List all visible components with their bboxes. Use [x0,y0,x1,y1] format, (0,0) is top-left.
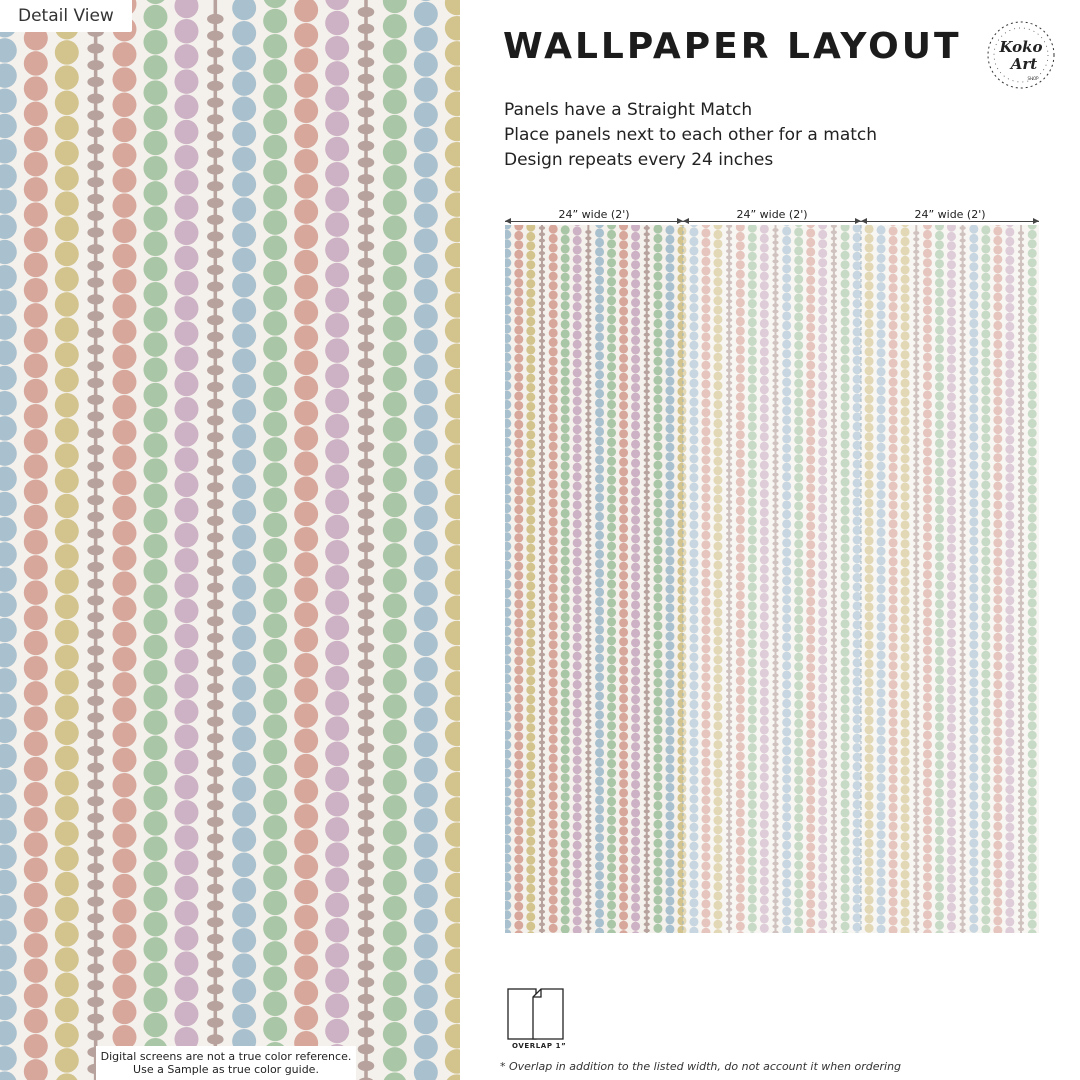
arrow-right-icon [1033,218,1039,224]
detail-stripe [24,0,48,1080]
brand-logo [984,18,1058,92]
wallpaper-layout-preview [505,225,1039,933]
panel-2-dimension [683,208,861,226]
detail-stripe [143,0,167,1080]
svg-text:SHOP: SHOP [1027,76,1039,81]
detail-stripe [174,0,198,1080]
note-place-panels: Place panels next to each other for a match [504,125,878,145]
panel-dimensions [505,208,1039,226]
layout-stripe [665,225,674,933]
layout-stripe [653,225,662,933]
svg-text:Koko: Koko [999,38,1043,56]
panel-3-dimension [861,208,1039,226]
page-title: WALLPAPER LAYOUT [503,26,962,67]
logo-wreath-icon [984,18,1058,92]
detail-stripe [112,0,136,1080]
overlap-footnote: * Overlap in addition to the listed width, do not account it when ordering [500,1060,902,1073]
detail-view-panel [0,0,460,1080]
wallpaper-pattern-layout [505,225,1039,933]
detail-stripe [414,0,438,1080]
arrow-left-icon [683,218,689,224]
installation-notes [504,98,877,173]
dimension-line [861,221,1039,222]
layout-stripe [549,225,558,933]
panel-1-dimension [505,208,683,226]
panel-2-width-label: 24” wide (2') [732,208,811,221]
note-repeat: Design repeats every 24 inches [504,150,774,170]
disclaimer-line-2: Use a Sample as true color guide. [133,1063,319,1076]
overlap-icon [507,988,565,1040]
overlap-label: OVERLAP 1” [512,1042,567,1050]
disclaimer-line-1: Digital screens are not a true color reference. [100,1050,352,1063]
wallpaper-pattern-detail [0,0,460,1080]
dimension-line [505,221,683,222]
color-disclaimer [96,1046,356,1080]
svg-text:Art: Art [1010,55,1038,73]
detail-stripe [232,0,256,1080]
arrow-left-icon [861,218,867,224]
dimension-line [683,221,861,222]
layout-stripe [561,225,570,933]
panel-1-width-label: 24” wide (2') [554,208,633,221]
note-straight-match: Panels have a Straight Match [504,100,753,120]
detail-stripe [294,0,318,1080]
arrow-left-icon [505,218,511,224]
detail-view-label: Detail View [0,0,132,32]
panel-3-width-label: 24” wide (2') [910,208,989,221]
